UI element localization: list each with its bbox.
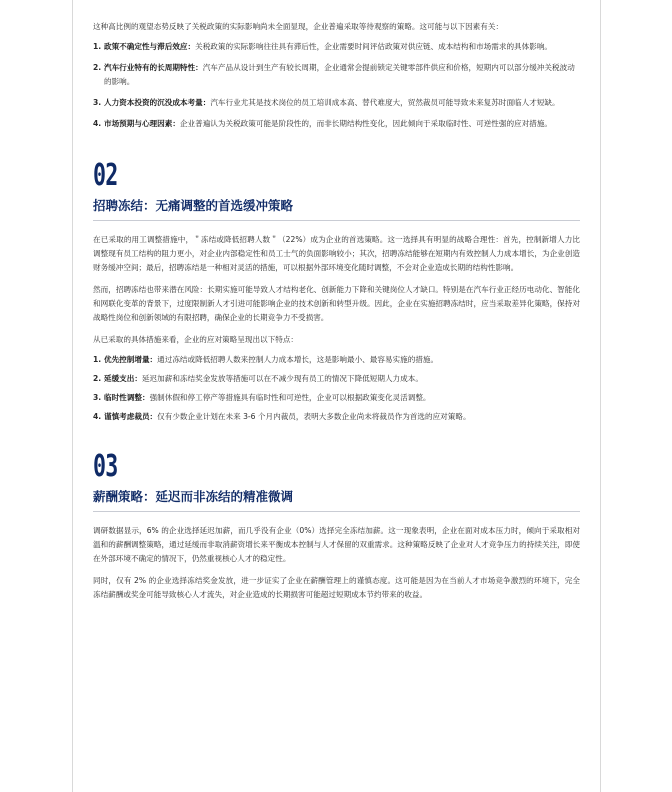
list-number: 3. [93, 98, 102, 107]
list-item [93, 96, 580, 110]
section-03 [93, 451, 580, 602]
right-margin-line [600, 0, 601, 792]
list-item-text: 汽车产品从设计到生产有较长周期，企业通常会提前锁定关键零部件供应和价格，短期内可以部分缓冲关税波动的影响。 [104, 63, 575, 86]
measure-list [93, 353, 580, 424]
list-item-text: 关税政策的实际影响往往具有滞后性，企业需要时间评估政策对供应链、成本结构和市场需求的具体影响。 [195, 42, 553, 51]
list-item [93, 117, 580, 131]
list-item [93, 40, 580, 54]
list-item [93, 410, 580, 424]
section-title: 招聘冻结：无痛调整的首选缓冲策略 [93, 198, 294, 213]
list-item-text: 汽车行业尤其是技术岗位的员工培训成本高、替代难度大，贸然裁员可能导致未来复苏时面临人才短缺。 [210, 98, 560, 107]
list-item-title: 谨慎考虑裁员： [104, 412, 158, 421]
list-item-text: 强制休假和停工停产等措施具有临时性和可逆性，企业可以根据政策变化灵活调整。 [149, 393, 431, 402]
list-item-title: 汽车行业特有的长周期特性： [104, 63, 203, 72]
list-number: 4. [93, 119, 102, 128]
section-number: 02 [93, 158, 118, 193]
list-number: 1. [93, 42, 102, 51]
section-paragraph: 从已采取的具体措施来看，企业的应对策略呈现出以下特点： [93, 335, 299, 344]
list-number: 3. [93, 393, 102, 402]
section-paragraph: 然而，招聘冻结也带来潜在风险：长期实施可能导致人才结构老化、创新能力下降和关键岗位人才缺口。特别是在汽车行业正经历电动化、智能化和网联化变革的背景下，过度限制新人才引进可能影响企业的技术创新和转型升级。因此，企业在实施招聘冻结时，应当采取差异化策略，保持对战略性岗位和创新领域的有限招聘，确保企业的长期竞争力不受损害。 [93, 285, 580, 322]
list-item-title: 市场预期与心理因素： [104, 119, 180, 128]
section-number: 03 [93, 449, 118, 484]
section-divider [93, 220, 580, 221]
section-paragraph: 调研数据显示，6% 的企业选择延迟加薪，而几乎没有企业（0%）选择完全冻结加薪。这一现象表明，企业在面对成本压力时，倾向于采取相对温和的薪酬调整策略，通过延缓而非取消薪资增长来平衡成本控制与人才保留的双重需求。这种策略反映了企业对人才竞争压力的持续关注，即使在外部环境不确定的情况下，仍然重视核心人才的稳定性。 [93, 526, 580, 563]
section-title: 薪酬策略：延迟而非冻结的精准微调 [93, 489, 294, 504]
list-item-text: 仅有少数企业计划在未来 3-6 个月内裁员，表明大多数企业尚未将裁员作为首选的应对策略。 [157, 412, 471, 421]
list-number: 1. [93, 355, 102, 364]
list-number: 2. [93, 374, 102, 383]
list-item-title: 延缓支出： [104, 374, 142, 383]
list-item-title: 优先控制增量： [104, 355, 158, 364]
left-margin-line [72, 0, 73, 792]
factor-list [93, 40, 580, 131]
section-02 [93, 160, 580, 424]
list-item-title: 政策不确定性与滞后效应： [104, 42, 196, 51]
list-item [93, 353, 580, 367]
document-page [93, 0, 580, 602]
list-item [93, 372, 580, 386]
intro-paragraph: 这种高比例的观望态势反映了关税政策的实际影响尚未全面显现，企业普遍采取等待观察的策略。这可能与以下因素有关： [93, 22, 504, 31]
list-item-text: 企业普遍认为关税政策可能是阶段性的，而非长期结构性变化，因此倾向于采取临时性、可逆性强的应对措施。 [179, 119, 553, 128]
section-divider [93, 511, 580, 512]
list-item-text: 延迟加薪和冻结奖金发放等措施可以在不减少现有员工的情况下降低短期人力成本。 [141, 374, 423, 383]
list-item [93, 61, 580, 89]
list-number: 2. [93, 63, 102, 72]
list-item-text: 通过冻结或降低招聘人数来控制人力成本增长，这是影响最小、最容易实施的措施。 [157, 355, 439, 364]
list-number: 4. [93, 412, 102, 421]
list-item-title: 临时性调整： [104, 393, 150, 402]
list-item [93, 391, 580, 405]
section-paragraph: 在已采取的用工调整措施中，＂冻结或降低招聘人数＂（22%）成为企业的首选策略。这一选择具有明显的战略合理性：首先，控制新增人力比调整现有员工结构的阻力更小，对企业内部稳定性和员工士气的负面影响较小；其次，招聘冻结能够在短期内有效控制人力成本增长，为企业创造财务缓冲空间；最后，招聘冻结是一种相对灵活的措施，可以根据外部环境变化随时调整，不会对企业造成长期的结构性影响。 [93, 235, 580, 272]
section-paragraph: 同时，仅有 2% 的企业选择冻结奖金发放，进一步证实了企业在薪酬管理上的谨慎态度。这可能是因为在当前人才市场竞争激烈的环境下，完全冻结薪酬或奖金可能导致核心人才流失，对企业造成的长期损害可能超过短期成本节约带来的收益。 [93, 576, 580, 599]
list-item-title: 人力资本投资的沉没成本考量： [104, 98, 211, 107]
